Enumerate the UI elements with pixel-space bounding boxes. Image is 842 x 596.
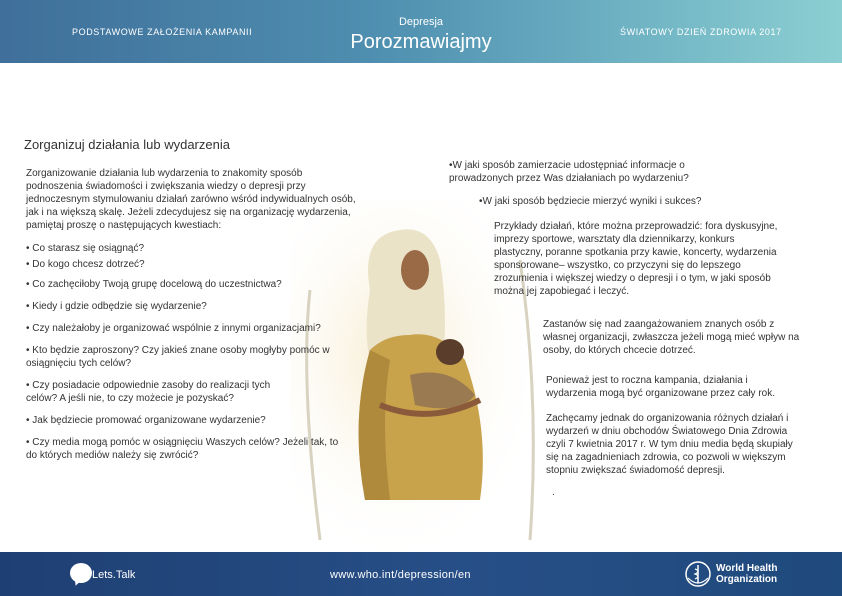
- trailing-dot: .: [552, 487, 555, 498]
- celebrities-paragraph: Zastanów się nad zaangażowaniem znanych osób z własnej organizacji, zwłaszcza jeżeli mogą mieć wpływ na osoby, do których chcecie dotrzeć.: [543, 319, 800, 356]
- campaign-basics-label: PODSTAWOWE ZAŁOŻENIA KAMPANII: [72, 27, 253, 37]
- campaign-url[interactable]: www.who.int/depression/en: [330, 569, 471, 581]
- header-banner: [0, 0, 842, 63]
- question-when-where: • Kiedy i gdzie odbędzie się wydarzenie?: [26, 300, 361, 313]
- question-motivation: • Co zachęciłoby Twoją grupę docelową do uczestnictwa?: [26, 278, 361, 291]
- examples-paragraph: Przykłady działań, które można przeprowadzić: fora dyskusyjne, imprezy sportowe, warsztaty dla dziennikarzy, konkurs plastyczny, poranne spotkania przy kawie, koncerty, wydarzenia sponsorowane– wszystko, co przyczyni się do lepszego zrozumienia i większej wiedzy o depresji i o tym, w jaki sposób można jej zapobiegać i leczyć.: [494, 221, 778, 297]
- question-resources: • Czy posiadacie odpowiednie zasoby do realizacji tych celów? A jeśli nie, to czy możecie je pozyskać?: [26, 379, 301, 405]
- question-invitees: • Kto będzie zaproszony? Czy jakieś znane osoby mogłyby pomóc w osiągnięciu tych celów?: [26, 344, 361, 370]
- intro-paragraph: Zorganizowanie działania lub wydarzenia to znakomity sposób podnoszenia świadomości i zwiększania wiedzy o depresji przy jednoczesnym stymulowaniu działań zarówno wśród indywidualnych osób, jak i na większą skalę. Jeżeli zdecydujesz się na organizację wydarzenia, pamiętaj proszę o następujących kwestiach:: [26, 168, 356, 231]
- question-promotion: • Jak będziecie promować organizowane wydarzenie?: [26, 414, 361, 427]
- measure-question: W jaki sposób będziecie mierzyć wyniki i sukces?: [482, 196, 702, 207]
- question-partners: • Czy należałoby je organizować wspólnie z innymi organizacjami?: [26, 322, 361, 335]
- who-logo-text: [716, 563, 777, 585]
- year-round-paragraph: Ponieważ jest to roczna kampania, działania i wydarzenia mogą być organizowane przez cały rok.: [546, 375, 775, 399]
- question-audience: • Do kogo chcesz dotrzeć?: [26, 258, 361, 271]
- world-health-day-label: ŚWIATOWY DZIEŃ ZDROWIA 2017: [620, 27, 782, 37]
- who-line-1: World Health: [716, 563, 778, 574]
- question-media: • Czy media mogą pomóc w osiągnięciu Waszych celów? Jeżeli tak, to do których mediów należy się zwrócić?: [26, 436, 341, 462]
- question-goal: • Co starasz się osiągnąć?: [26, 242, 361, 255]
- left-column: [26, 167, 361, 469]
- section-title: Zorganizuj działania lub wydarzenia: [24, 137, 230, 152]
- april-7-paragraph: Zachęcamy jednak do organizowania różnych działań i wydarzeń w dniu obchodów Światowego Dnia Zdrowia czyli 7 kwietnia 2017 r. W tym dniu media będą skupiały się na zagadnieniach zdrowia, co pozwoli w większym stopniu zwiększać świadomość depresji.: [546, 413, 793, 476]
- who-emblem-icon: [684, 560, 712, 588]
- header-subtitle: Depresja: [398, 16, 444, 28]
- right-bullet-measure: [479, 195, 769, 208]
- speech-bubble-icon: [70, 563, 92, 583]
- footer-banner: [0, 552, 842, 596]
- header-title: Porozmawiajmy: [350, 31, 492, 53]
- lets-talk-hashtag: Lets.Talk: [92, 569, 136, 581]
- sharing-question: W jaki sposób zamierzacie udostępniać informacje o prowadzonych przez Was działaniach po wydarzeniu?: [449, 160, 689, 184]
- who-line-2: Organization: [716, 574, 778, 585]
- right-bullet-sharing: [449, 159, 749, 185]
